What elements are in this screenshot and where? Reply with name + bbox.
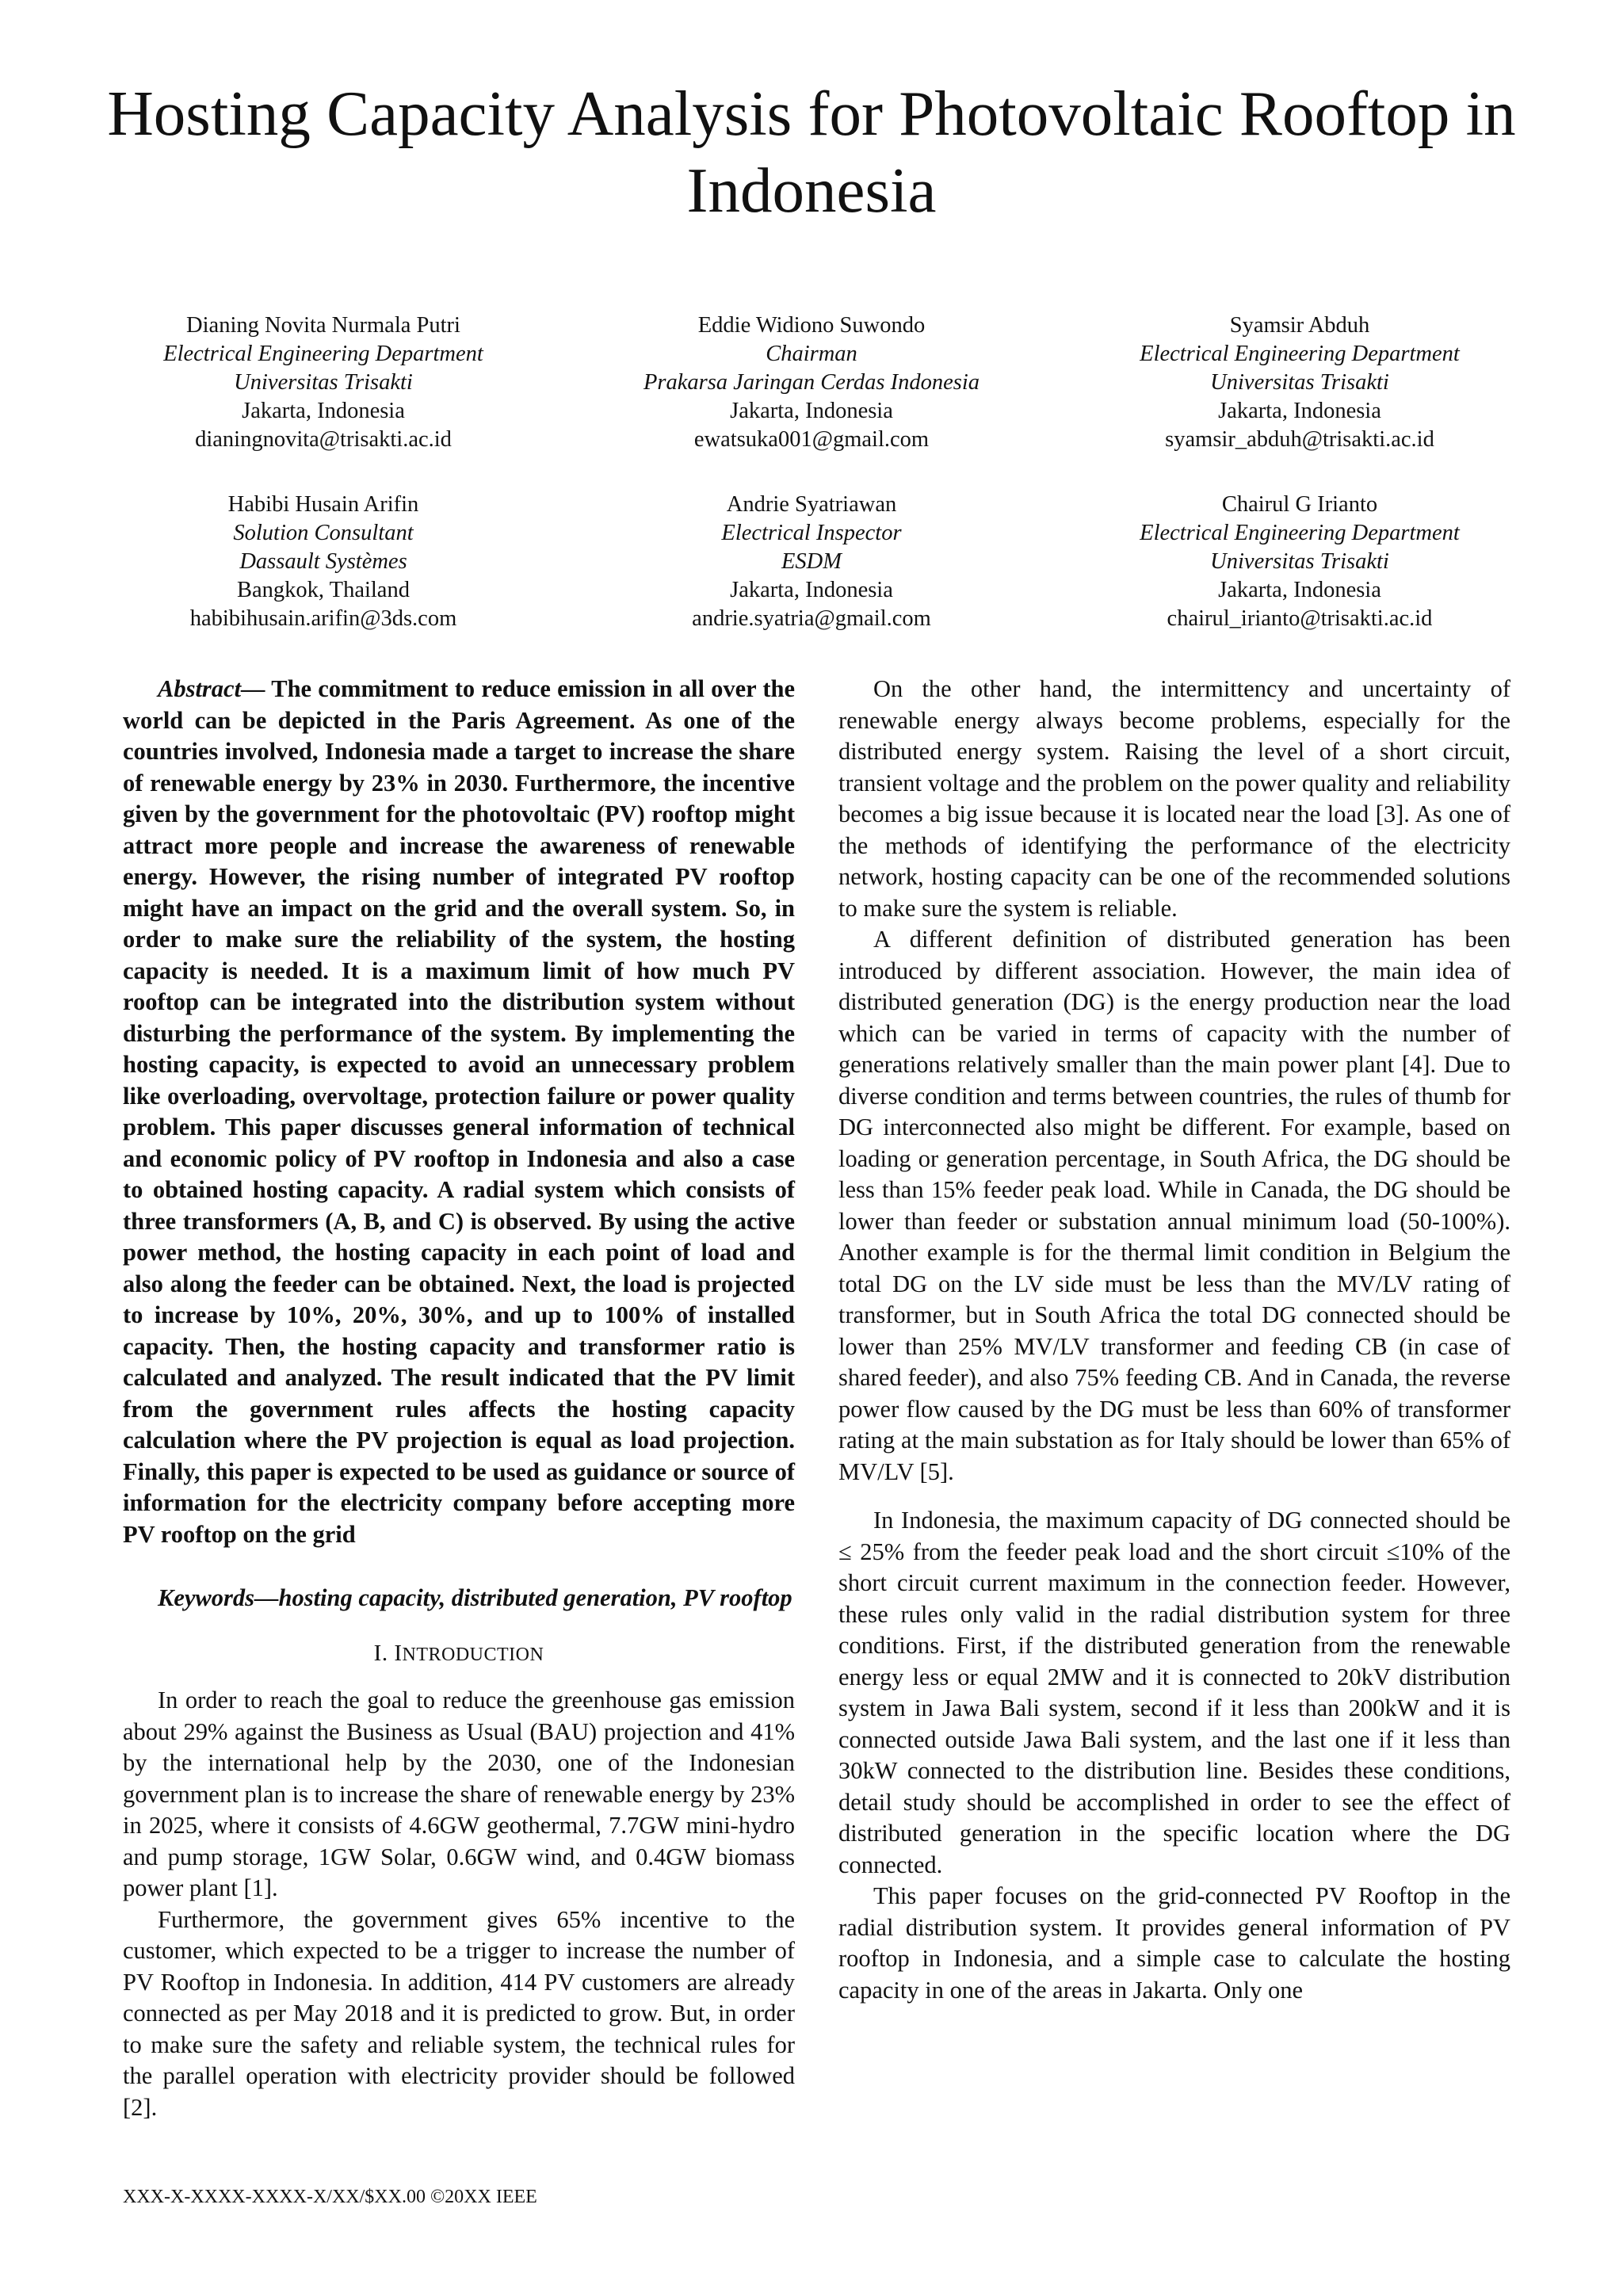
author-location: Jakarta, Indonesia — [242, 399, 405, 423]
author-4 — [79, 491, 567, 633]
right-paragraph-4: This paper focuses on the grid-connected PV Rooftop in the radial distribution system. It provides general information of PV rooftop in Indonesia, and a simple case to calculate the hosting capacity in one of the areas in Jakarta. Only one — [838, 1882, 1510, 2004]
author-org: Universitas Trisakti — [1210, 370, 1389, 395]
author-role: Electrical Engineering Department — [1140, 342, 1460, 366]
intro-paragraph-1: In order to reach the goal to reduce the greenhouse gas emission about 29% against the Business as Usual (BAU) projection and 41% by the international help by the 2030, one of the Indonesian government plan is to increase the share of renewable energy by 23% in 2025, where it consists of 4.6GW geothermal, 7.7GW mini-hydro and pump storage, 1GW Solar, 0.6GW wind, and 0.4GW biomass power plant [1]. — [123, 1687, 795, 1901]
abstract-text: The commitment to reduce emission in all over the world can be depicted in the Paris Agreement. As one of the countries involved, Indonesia made a target to increase the share of renewable energy by 23% in 2030. Furthermore, the incentive given by the government for the photovoltaic (PV) rooftop might attract more people and increase the awareness of renewable energy. However, the rising number of integrated PV rooftop might have an impact on the grid and the overall system. So, in order to make sure the reliability of the system, the hosting capacity is needed. It is a maximum limit of how much PV rooftop can be integrated into the distribution system without disturbing the performance of the system. By implementing the hosting capacity, is expected to avoid an unnecessary problem like overloading, overvoltage, protection failure or power quality problem. This paper discusses general information of technical and economic policy of PV rooftop in Indonesia and also a case to obtained hosting capacity. A radial system which consists of three transformers (A, B, and C) is observed. By using the active power method, the hosting capacity in each point of load and also along the feeder can be obtained. Next, the load is projected to increase by 10%, 20%, 30%, and up to 100% of installed capacity. Then, the hosting capacity and transformer ratio is calculated and analyzed. The result indicated that the PV limit from the government rules affects the hosting capacity calculation where the PV projection is equal as load projection. Finally, this paper is expected to be used as guidance or source of information for the electricity company before accepting more PV rooftop on the grid — [123, 675, 796, 1548]
intro-paragraph-2: Furthermore, the government gives 65% incentive to the customer, which expected to be a trigger to increase the number of PV Rooftop in Indonesia. In addition, 414 PV customers are already connected as per May 2018 and it is predicted to grow. But, in order to make sure the safety and reliable system, the technical rules for the parallel operation with electricity provider should be followed [2]. — [123, 1905, 795, 2121]
author-org: Universitas Trisakti — [1210, 549, 1389, 574]
author-org: Universitas Trisakti — [234, 370, 413, 395]
author-6 — [1056, 491, 1544, 633]
abstract-label: Abstract— — [158, 675, 265, 702]
author-location: Jakarta, Indonesia — [1218, 399, 1381, 423]
abstract — [123, 674, 795, 1550]
author-email: habibihusain.arifin@3ds.com — [189, 606, 457, 631]
author-email: syamsir_abduh@trisakti.ac.id — [1165, 427, 1434, 452]
author-org: Prakarsa Jaringan Cerdas Indonesia — [643, 370, 980, 395]
author-role: Solution Consultant — [233, 521, 414, 545]
author-name: Eddie Widiono Suwondo — [697, 313, 926, 338]
right-paragraph-2: A different definition of distributed generation has been introduced by different association. However, the main idea of distributed generation (DG) is the energy production near the load which can be varied in terms of capacity with the number of generations relatively smaller than the main power plant [4]. Due to diverse condition and terms between countries, the rules of thumb for DG interconnected also might be different. For example, based on loading or generation percentage, in South Africa, the DG should be less than 15% feeder peak load. While in Canada, the DG should be lower than feeder or substation annual minimum load (50-100%). Another example is for the thermal limit condition in Belgium the total DG on the LV side must be less than the MV/LV rating of transformer, but in South Africa the total DG connected should be lower than 25% MV/LV transformer and feeding CB (in case of shared feeder), and also 75% feeding CB. And in Canada, the reverse power flow caused by the DG must be less than 60% of transformer rating at the main substation as for Italy should be lower than 65% of MV/LV [5]. — [838, 926, 1510, 1485]
author-role: Electrical Engineering Department — [1140, 521, 1460, 545]
author-location: Jakarta, Indonesia — [1218, 578, 1381, 602]
right-paragraph-3: In Indonesia, the maximum capacity of DG connected should be ≤ 25% from the feeder peak load and the short circuit ≤10% of the short circuit current maximum in the connection feeder. However, these rules only valid in the radial distribution system for three conditions. First, if the distributed generation from the renewable energy less or equal 2MW and it is connected to 20kV distribution system in Jawa Bali system, second if it less than 200kW and it is connected outside Jawa Bali system, and the last one if it less than 30kW connected to the distribution line. Besides these conditions, detail study should be accomplished in order to see the effect of distributed generation in the specific location where the DG connected. — [838, 1507, 1510, 1878]
author-email: chairul_irianto@trisakti.ac.id — [1167, 606, 1433, 631]
keywords: Keywords—hosting capacity, distributed generation, PV rooftop — [158, 1584, 792, 1611]
paper-title: Hosting Capacity Analysis for Photovoltaic Rooftop in Indonesia — [107, 78, 1516, 226]
author-org: ESDM — [781, 549, 842, 574]
author-location: Jakarta, Indonesia — [730, 578, 893, 602]
author-location: Bangkok, Thailand — [237, 578, 410, 602]
left-column — [123, 674, 795, 2123]
copyright-footer: XXX-X-XXXX-XXXX-X/XX/$XX.00 ©20XX IEEE — [123, 2187, 537, 2207]
author-role: Electrical Inspector — [721, 521, 902, 545]
author-email: andrie.syatria@gmail.com — [692, 606, 931, 631]
author-role: Chairman — [766, 342, 857, 366]
author-name: Syamsir Abduh — [1229, 313, 1370, 338]
author-1 — [79, 311, 567, 454]
author-2 — [567, 311, 1056, 454]
author-email: dianingnovita@trisakti.ac.id — [195, 427, 452, 452]
author-name: Chairul G Irianto — [1221, 492, 1378, 517]
author-org: Dassault Systèmes — [239, 549, 407, 574]
section-heading-introduction: I. INTRODUCTION — [373, 1640, 544, 1666]
right-paragraph-1: On the other hand, the intermittency and uncertainty of renewable energy always become problems, especially for the distributed energy system. Raising the level of a short circuit, transient voltage and the problem on the power quality and reliability becomes a big issue because it is located near the load [3]. As one of the methods of identifying the performance of the electricity network, hosting capacity can be one of the recommended solutions to make sure the system is reliable. — [838, 675, 1510, 922]
author-email: ewatsuka001@gmail.com — [693, 427, 930, 452]
author-name: Andrie Syatriawan — [726, 492, 897, 517]
author-location: Jakarta, Indonesia — [730, 399, 893, 423]
author-name: Habibi Husain Arifin — [227, 492, 419, 517]
author-role: Electrical Engineering Department — [163, 342, 483, 366]
author-3 — [1056, 311, 1544, 454]
right-column — [838, 674, 1510, 2006]
author-block — [79, 311, 1544, 633]
author-5 — [567, 491, 1056, 633]
author-name: Dianing Novita Nurmala Putri — [186, 313, 460, 338]
